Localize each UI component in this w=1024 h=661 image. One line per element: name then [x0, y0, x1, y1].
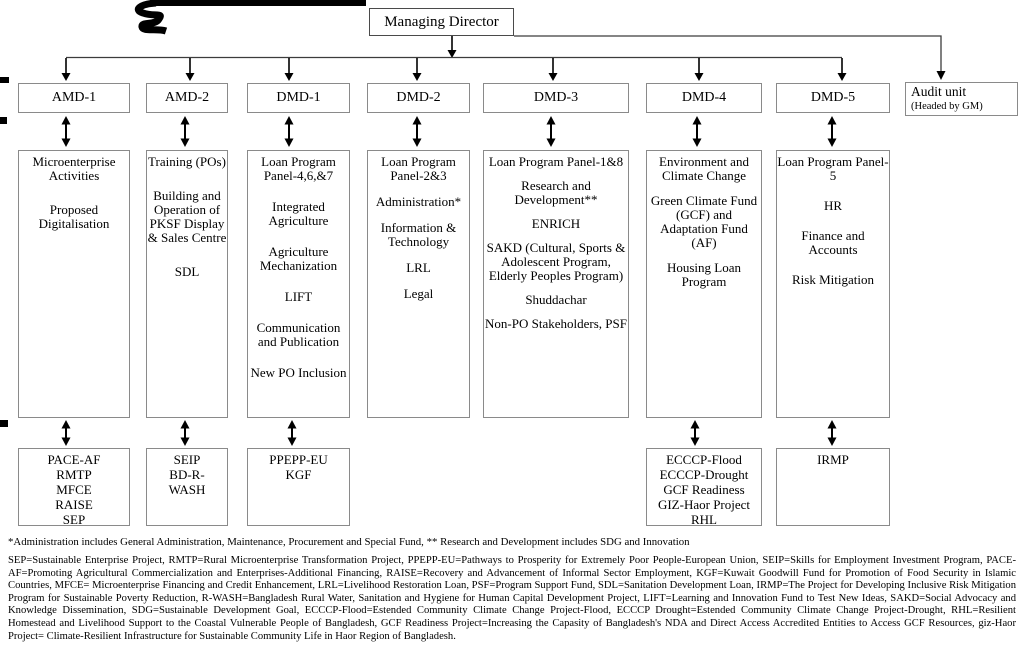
dmd4-functions-box [646, 150, 762, 418]
function-item: SDL [174, 264, 200, 279]
project-item: GCF Readiness [663, 482, 745, 497]
function-item: Communication and Publication [256, 320, 341, 349]
function-item: SAKD (Cultural, Sports & Adolescent Program, Elderly Peoples Program) [486, 240, 626, 283]
function-item: Proposed Digitalisation [38, 202, 110, 231]
function-item: Building and Operation of PKSF Display & Sales Centre [147, 188, 227, 245]
dmd1-projects-box [247, 448, 350, 526]
amd2-functions-box [146, 150, 228, 418]
function-item: Environment and Climate Change [659, 154, 749, 183]
function-item: Information & Technology [380, 220, 457, 249]
managing-director-box [369, 8, 514, 36]
scan-artifact-scribble [138, 0, 366, 31]
scan-artifact-dashes [0, 77, 9, 427]
dmd3-title: DMD-3 [533, 90, 579, 105]
dmd1-title: DMD-1 [276, 90, 321, 105]
project-item: RAISE [55, 497, 93, 512]
amd1-title-box [18, 83, 130, 113]
project-item: KGF [285, 467, 312, 482]
project-item: ECCCP-Drought [659, 467, 749, 482]
function-item: Loan Program Panel-4,6,&7 [261, 154, 336, 183]
md-to-rail-arrow [448, 36, 457, 58]
abbreviations-paragraph: SEP=Sustainable Enterprise Project, RMTP=Rural Microenterprise Transformation Project, PPEPP-EU=Pathways to Prosperity for Extremely Poor People-European Union, SEIP=Skills for Employment Investment Program, PACE-AF=Promoting Agricultural Commercialization and Enterprises-Additional Financing, RAISE=Recovery and Advancement of Informal Sector Employment, KGF=Kuwait Goodwill Fund for Promotion of Food Security in Islamic Countries, MFCE= Microenterprise Financing and Credit Enhancement, LRL=Livelihood Restoration Loan, PSF=Program Support Fund, SDL=Sanitation Development Loan, IRMP=The Project for Developing Inclusive Risk Mitigation Program for Sustainable Poverty Reduction, R-WASH=Bangladesh Rural Water, Sanitation and Hygiene for Human Capital Development Project, LIFT=Learning and Innovation Fund to Test New Ideas, SAKD=Social Advocacy and Knowledge Dissemination, SDG=Sustainable Development Goal, ECCCP-Flood=Estended Community Climate Change Project-Flood, ECCCP Drought=Estended Community Climate Change Project-Drought, RHL=Resilient Homestead and Livelihood Support to the Coastal Vulnerable People of Bangladesh, GCF Readiness Project=Increasing the Capasity of Bangladesh's NDA and Direct Access Accredited Entities to Access GCF Resources, giz-Haor Project= Climate-Resilient Infrastructure for Sustainable Community Life in Haor Region of Bangladesh. [8, 555, 1016, 642]
function-item: Shuddachar [525, 292, 587, 307]
function-item: Integrated Agriculture [268, 199, 329, 228]
level3-level4-double-arrows [62, 420, 837, 446]
project-item: BD-R- [169, 467, 205, 482]
project-item: WASH [168, 482, 206, 497]
function-item: Legal [403, 286, 434, 301]
audit-unit-box [905, 82, 1018, 116]
function-item: Risk Mitigation [792, 272, 874, 287]
project-item: PPEPP-EU [269, 452, 328, 467]
function-item: Administration* [375, 194, 462, 209]
function-item: New PO Inclusion [250, 365, 347, 380]
amd2-projects-box [146, 448, 228, 526]
project-item: GIZ-Haor Project [657, 497, 751, 512]
function-item: HR [823, 198, 843, 213]
amd2-title-box [146, 83, 228, 113]
function-item: LIFT [284, 289, 313, 304]
dmd4-projects-box [646, 448, 762, 526]
project-item: SEIP [173, 452, 201, 467]
amd1-projects-box [18, 448, 130, 526]
function-item: Finance and Accounts [801, 228, 865, 257]
audit-unit-subtitle: (Headed by GM) [911, 101, 983, 112]
managing-director-label: Managing Director [384, 13, 499, 30]
dmd5-functions-box [776, 150, 890, 418]
function-item: Loan Program Panel-1&8 [488, 154, 624, 169]
amd1-functions-box [18, 150, 130, 418]
function-item: Training (POs) [148, 154, 226, 169]
dmd3-functions-box [483, 150, 629, 418]
audit-unit-title: Audit unit [911, 84, 967, 99]
function-item: Microenterprise Activities [32, 154, 116, 183]
dmd2-functions-box [367, 150, 470, 418]
function-item: Loan Program Panel-2&3 [381, 154, 456, 183]
function-item: Housing Loan Program [666, 260, 742, 289]
audit-connector [514, 36, 946, 80]
amd1-title: AMD-1 [51, 90, 97, 105]
function-item: Agriculture Mechanization [259, 244, 338, 273]
project-item: RHL [691, 512, 717, 527]
project-item: PACE-AF [47, 452, 101, 467]
project-item: MFCE [56, 482, 92, 497]
project-item: RMTP [56, 467, 92, 482]
dmd1-functions-box [247, 150, 350, 418]
project-item: SEP [62, 512, 86, 527]
dmd4-title: DMD-4 [681, 90, 727, 105]
function-item: Research and Development** [514, 178, 598, 207]
dmd5-title: DMD-5 [810, 90, 856, 105]
dmd5-projects-box [776, 448, 890, 526]
function-item: LRL [406, 260, 431, 275]
function-item: Green Climate Fund (GCF) and Adaptation Fund (AF) [650, 193, 758, 250]
function-item: Non-PO Stakeholders, PSF [485, 316, 627, 331]
function-item: ENRICH [531, 216, 581, 231]
dmd1-title-box [247, 83, 350, 113]
dmd5-title-box [776, 83, 890, 113]
project-item: ECCCP-Flood [666, 452, 742, 467]
dmd3-title-box [483, 83, 629, 113]
dmd4-title-box [646, 83, 762, 113]
footnote-asterisks: *Administration includes General Administration, Maintenance, Procurement and Special Fund, ** Research and Development includes SDG and Innovation [8, 536, 690, 548]
function-item: Loan Program Panel-5 [777, 154, 889, 183]
level2-level3-double-arrows [62, 116, 837, 147]
dmd2-title-box [367, 83, 470, 113]
dmd2-title: DMD-2 [396, 90, 441, 105]
rail-drop-arrows [62, 58, 847, 81]
project-item: IRMP [817, 452, 849, 467]
amd2-title: AMD-2 [164, 90, 210, 105]
